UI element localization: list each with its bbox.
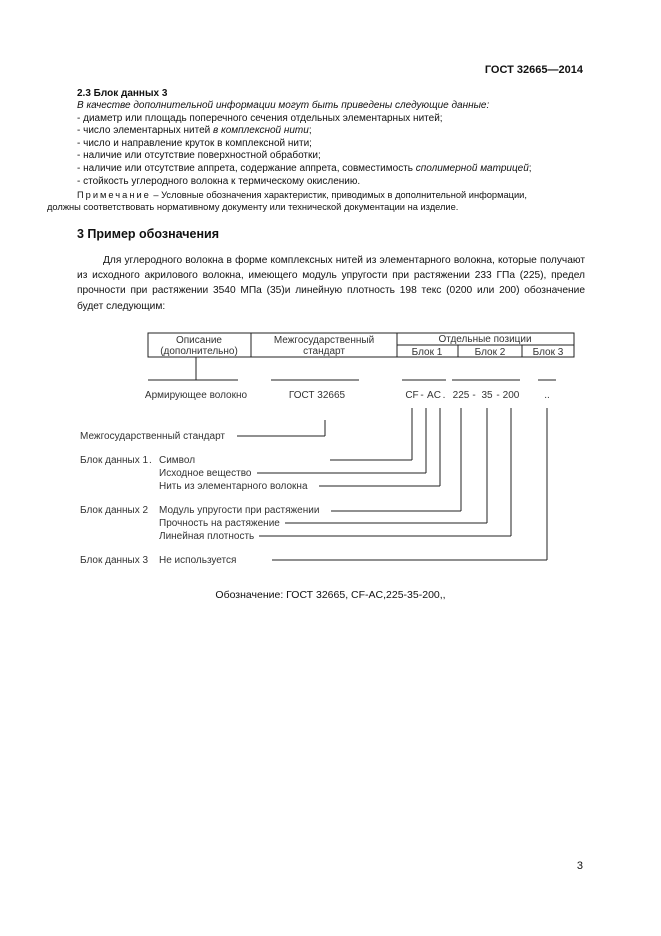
text-run: сполимерной матрицей <box>415 162 529 174</box>
table-col3-header: Отдельные позиции <box>438 334 532 345</box>
row-code-cf: CF <box>405 390 419 401</box>
text-run: ; <box>308 125 312 137</box>
section-3-paragraph: Для углеродного волокна в форме комплексных нитей из элементарного волокна, которые получают из исходного акрилового волокна, имеющего модуль упругости при растяжении 233 ГПа (225), предел прочности при растяжении 3540 МПа (35)и линейную плотность 198 текс (0200 или 200) обозначение будет следующим: <box>77 255 585 312</box>
legend-block1-item-3: Нить из элементарного волокна <box>159 481 308 492</box>
legend-block2-label: Блок данных 2 <box>80 505 149 516</box>
table-block-2: Блок 2 <box>474 347 506 358</box>
legend-block3-item-1: Не используется <box>159 555 237 566</box>
legend-block1-item-2: Исходное вещество <box>159 468 252 479</box>
text-run: В качестве дополнительной информации могут быть приведены следующие данные: <box>77 100 490 111</box>
row-code-35: 35 <box>481 390 493 401</box>
legend-block3-label: Блок данных 3 <box>80 555 149 566</box>
row-standard: ГОСТ 32665 <box>288 390 346 401</box>
legend-block2-item-1: Модуль упругости при растяжении <box>159 505 320 516</box>
table-block-1: Блок 1 <box>411 347 443 358</box>
row-code-sep3: - <box>496 390 500 401</box>
note-text-2: должны соответствовать нормативному документу или технической документации на изделие. <box>47 202 459 212</box>
row-code-sep1: - <box>420 390 424 401</box>
table-block-3: Блок 3 <box>532 347 564 358</box>
text-run: ; <box>528 162 532 174</box>
text-run: - число элементарных нитей <box>77 125 214 137</box>
text-run: в комплексной нити <box>213 125 309 137</box>
table-col1-line2: (дополнительно) <box>160 346 238 357</box>
text-run: - стойкость углеродного волокна к термическому окислению. <box>77 175 361 187</box>
table-col2-line1: Межгосударственный <box>273 335 375 346</box>
note-label: Примечание <box>77 190 151 200</box>
designation-line: Обозначение: ГОСТ 32665, CF-AC,225-35-200,, <box>215 589 446 601</box>
text-run: - наличие или отсутствие поверхностной обработки; <box>77 150 321 162</box>
row-code-dot: . <box>442 390 446 401</box>
note-text: – Условные обозначения характеристик, приводимых в дополнительной информации, <box>150 190 527 200</box>
row-code-sep2: - <box>472 390 476 401</box>
row-code-225: 225 <box>452 390 470 401</box>
legend-block2-item-2: Прочность на растяжение <box>159 518 280 529</box>
text-run: - диаметр или площадь поперечного сечения отдельных элементарных нитей; <box>77 112 443 124</box>
section-3-heading: 3 Пример обозначения <box>77 227 220 241</box>
row-description: Армирующее волокно <box>144 390 248 401</box>
document-header: ГОСТ 32665—2014 <box>484 64 583 76</box>
legend-block1-item-1: Символ <box>159 455 196 466</box>
legend-block2-item-3: Линейная плотность <box>159 531 255 542</box>
row-code-block3: .. <box>544 390 550 401</box>
row-code-200: 200 <box>502 390 520 401</box>
legend-interstate: Межгосударственный стандарт <box>80 431 226 442</box>
legend-block1-label: Блок данных 1 <box>80 455 149 466</box>
table-col1-line1: Описание <box>175 335 223 346</box>
table-col2-line2: стандарт <box>303 346 345 357</box>
section-2-3-heading: 2.3 Блок данных 3 <box>77 88 168 99</box>
text-run: - наличие или отсутствие аппрета, содержание аппрета, совместимость <box>77 162 416 174</box>
row-code-ac: AC <box>427 390 441 401</box>
page-number: 3 <box>576 860 583 872</box>
text-run: - число и направление круток в комплексной нити; <box>77 137 312 149</box>
svg-text:.: . <box>149 455 152 466</box>
